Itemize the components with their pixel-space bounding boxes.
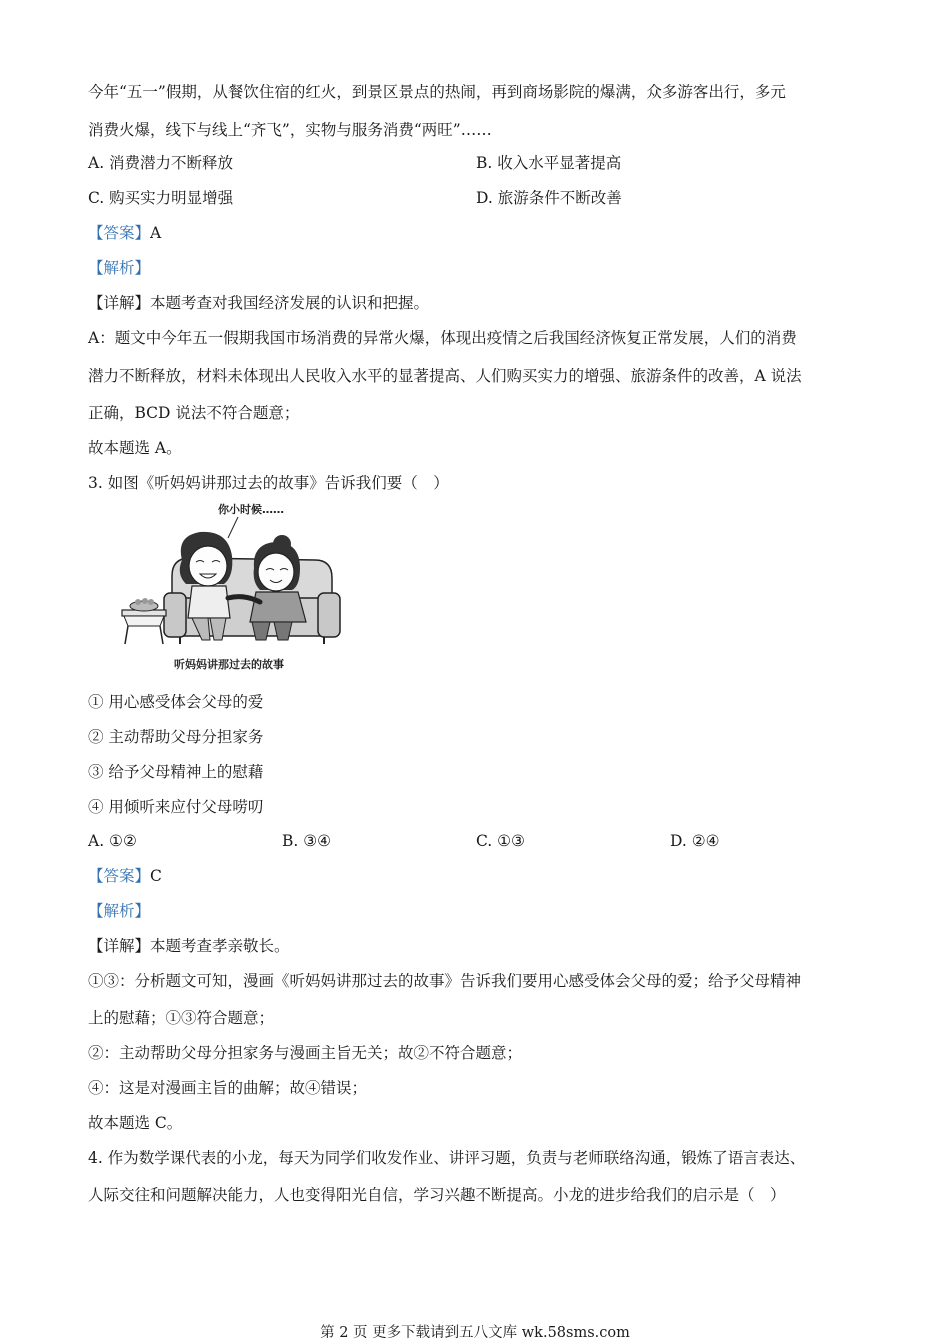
q4-stem-line1: 4. 作为数学课代表的小龙，每天为同学们收发作业、讲评习题，负责与老师联络沟通，锻炼了语言表达、 bbox=[88, 1149, 806, 1167]
answer-tag: 【答案】 bbox=[88, 867, 151, 885]
q3-answer bbox=[88, 866, 162, 886]
answer-value: A bbox=[150, 224, 162, 242]
q3-item-3: ③ 给予父母精神上的慰藉 bbox=[88, 763, 264, 781]
q3-option-a: A. ①② bbox=[88, 832, 137, 850]
q2-option-b: B. 收入水平显著提高 bbox=[476, 154, 622, 172]
q2-stem-line2: 消费火爆，线下与线上“齐飞”，实物与服务消费“两旺”…… bbox=[88, 121, 492, 139]
answer-tag: 【答案】 bbox=[88, 224, 151, 242]
q3-stem: 3. 如图《听妈妈讲那过去的故事》告诉我们要（ ） bbox=[88, 474, 449, 492]
q2-conclusion: 故本题选 A。 bbox=[88, 439, 182, 457]
comic-illustration bbox=[110, 498, 360, 678]
q4-stem-line2: 人际交往和问题解决能力，人也变得阳光自信，学习兴趣不断提高。小龙的进步给我们的启示是（ ） bbox=[88, 1186, 786, 1204]
page-footer: 第 2 页 更多下载请到五八文库 wk.58sms.com bbox=[320, 1325, 630, 1341]
q3-detail: 【详解】本题考查孝亲敬长。 bbox=[88, 937, 290, 955]
q3-option-d: D. ②④ bbox=[670, 832, 720, 850]
q3-conclusion: 故本题选 C。 bbox=[88, 1114, 183, 1132]
q2-option-a: A. 消费潜力不断释放 bbox=[88, 154, 234, 172]
q3-explanation-line2: 上的慰藉；①③符合题意； bbox=[88, 1009, 275, 1027]
q2-stem-line1: 今年“五一”假期，从餐饮住宿的红火，到景区景点的热闹，再到商场影院的爆满，众多游客出行，多元 bbox=[88, 83, 786, 101]
q2-option-d: D. 旅游条件不断改善 bbox=[476, 189, 622, 207]
q3-item-2: ② 主动帮助父母分担家务 bbox=[88, 728, 264, 746]
q3-option-b: B. ③④ bbox=[282, 832, 332, 850]
q3-explanation-line3: ②：主动帮助父母分担家务与漫画主旨无关；故②不符合题意； bbox=[88, 1044, 523, 1062]
q3-analysis-tag: 【解析】 bbox=[88, 902, 151, 920]
q2-explanation-line1: A：题文中今年五一假期我国市场消费的异常火爆，体现出疫情之后我国经济恢复正常发展，人们的消费 bbox=[88, 329, 797, 347]
q3-explanation-line4: ④：这是对漫画主旨的曲解；故④错误； bbox=[88, 1079, 368, 1097]
q2-explanation-line2: 潜力不断释放，材料未体现出人民收入水平的显著提高、人们购买实力的增强、旅游条件的改善，A 说法 bbox=[88, 367, 802, 385]
q2-explanation-line3: 正确，BCD 说法不符合题意； bbox=[88, 404, 300, 422]
q3-explanation-line1: ①③：分析题文可知，漫画《听妈妈讲那过去的故事》告诉我们要用心感受体会父母的爱；给予父母精神 bbox=[88, 972, 802, 990]
q2-answer bbox=[88, 223, 161, 243]
q2-analysis-tag: 【解析】 bbox=[88, 259, 151, 277]
q3-item-4: ④ 用倾听来应付父母唠叨 bbox=[88, 798, 264, 816]
answer-value: C bbox=[150, 867, 162, 885]
q3-item-1: ① 用心感受体会父母的爱 bbox=[88, 693, 264, 711]
q2-detail: 【详解】本题考查对我国经济发展的认识和把握。 bbox=[88, 294, 430, 312]
comic-drawing bbox=[110, 498, 360, 678]
comic-caption: 听妈妈讲那过去的故事 bbox=[174, 658, 284, 671]
comic-speech: 你小时候…… bbox=[218, 503, 284, 516]
q2-option-c: C. 购买实力明显增强 bbox=[88, 189, 234, 207]
q3-option-c: C. ①③ bbox=[476, 832, 525, 850]
